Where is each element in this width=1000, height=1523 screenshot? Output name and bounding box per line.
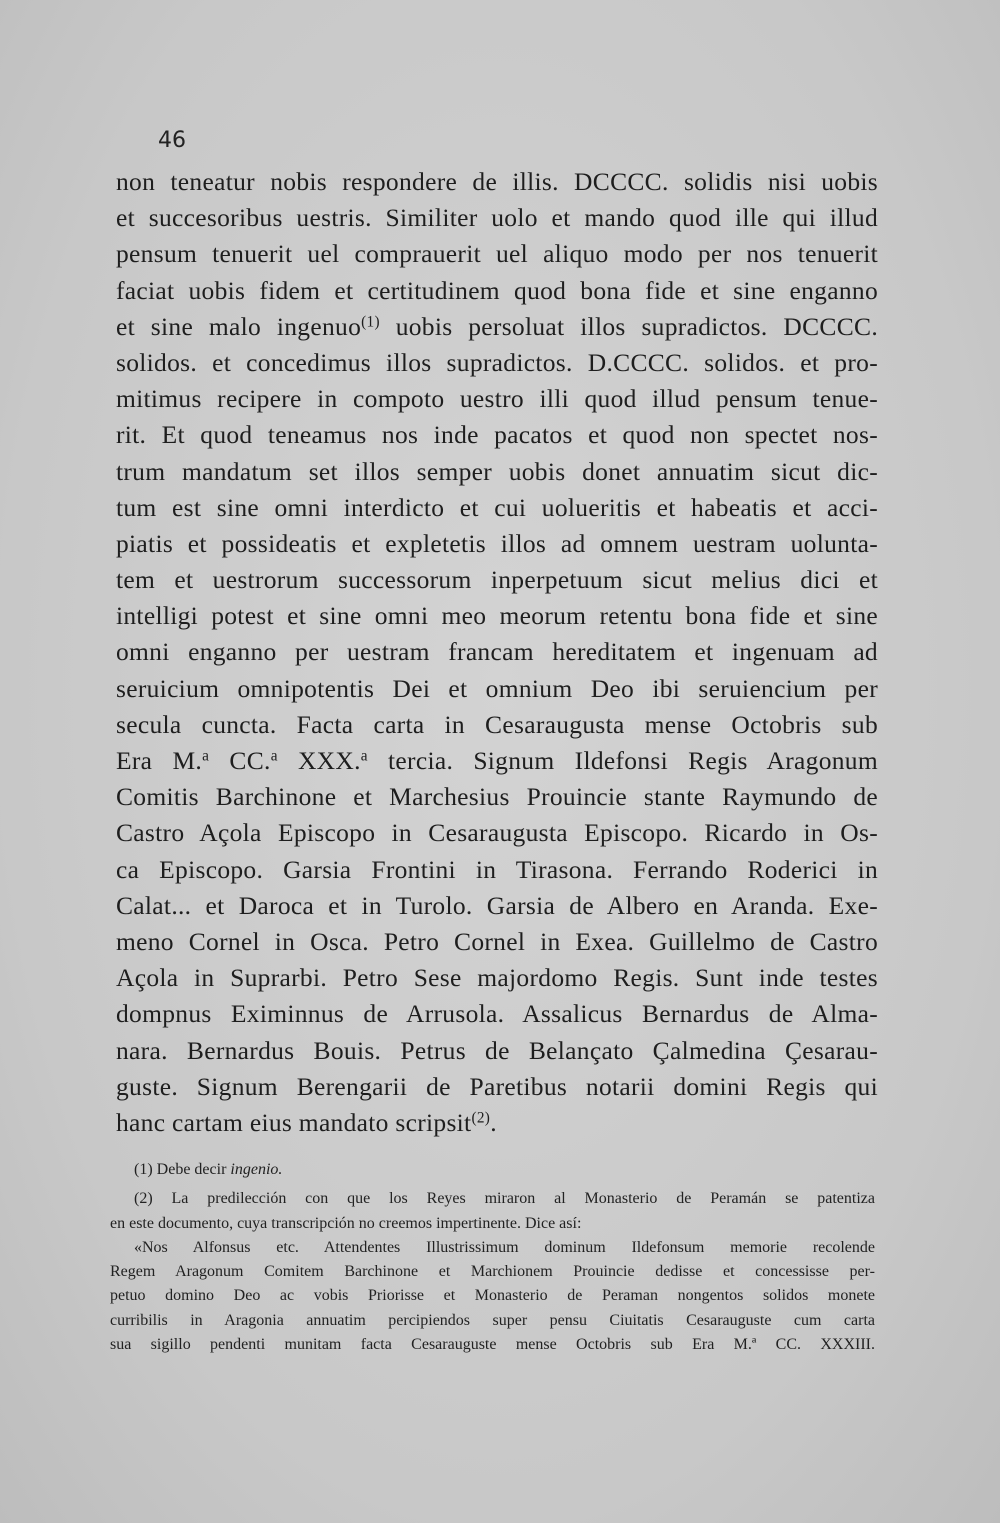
body-text-fragment: uobis persoluat illos supradictos. DCCCC. bbox=[379, 311, 878, 341]
body-line: nara. Bernardus Bouis. Petrus de Belançato Çalmedina Çesarau- bbox=[116, 1035, 878, 1065]
body-line: mitimus recipere in compoto uestro illi quod illud pensum tenue- bbox=[116, 384, 878, 414]
footnote-label: (1) bbox=[134, 1161, 153, 1178]
body-line: seruicium omnipotentis Dei et omnium Deo ibi seruiencium per bbox=[116, 673, 878, 703]
body-text-fragment: et sine malo ingenuo bbox=[116, 311, 362, 341]
body-text-fragment: . bbox=[490, 1107, 497, 1137]
body-line: pensum tenuerit uel comprauerit uel aliquo modo per nos tenuerit bbox=[116, 239, 878, 269]
body-line: tum est sine omni interdicto et cui uolueritis et habeatis et acci- bbox=[116, 492, 878, 522]
footnote-2-line: en este documento, cuya transcripción no creemos impertinente. Dice así: bbox=[110, 1214, 582, 1232]
body-line: secula cuncta. Facta carta in Cesaraugusta mense Octobris sub bbox=[116, 709, 878, 739]
body-line: et succesoribus uestris. Similiter uolo et mando quod ille qui illud bbox=[116, 203, 878, 233]
superscript-a: a bbox=[360, 747, 368, 765]
body-line: omni enganno per uestram francam hereditatem et ingenuam ad bbox=[116, 637, 878, 667]
footnote-text: La predilección con que los Reyes miraron al Monasterio de Peramán se patentiza bbox=[152, 1190, 875, 1208]
footnote-2 bbox=[110, 1187, 875, 1211]
body-text-fragment: CC. bbox=[209, 746, 271, 775]
body-line: intelligi potest et sine omni meo meorum retentu bona fide et sine bbox=[116, 601, 878, 631]
body-line: Comitis Barchinone et Marchesius Prouincie stante Raymundo de bbox=[116, 782, 878, 812]
body-text-fragment: Era M. bbox=[116, 746, 203, 775]
quote-line: petuo domino Deo ac vobis Priorisse et Monasterio de Peraman nongentos solidos monete bbox=[110, 1287, 875, 1305]
page-number: 46 bbox=[158, 128, 186, 153]
body-line: rit. Et quod teneamus nos inde pacatos et quod non spectet nos- bbox=[116, 420, 878, 450]
body-line: guste. Signum Berengarii de Paretibus notarii domini Regis qui bbox=[116, 1071, 878, 1101]
quote-line: curribilis in Aragonia annuatim percipiendos super pensu Ciuitatis Cesarauguste cum carta bbox=[110, 1311, 875, 1329]
footnote-italic: ingenio. bbox=[230, 1161, 283, 1178]
body-line: dompnus Eximinnus de Arrusola. Assalicus Bernardus de Alma- bbox=[116, 999, 878, 1029]
footnotes bbox=[110, 1158, 875, 1357]
superscript-a: a bbox=[270, 747, 278, 765]
body-line: piatis et possideatis et expletetis illos ad omnem uestram uolunta- bbox=[116, 528, 878, 558]
body-line: solidos. et concedimus illos supradictos. D.CCCC. solidos. et pro- bbox=[116, 347, 878, 377]
body-line: Calat... et Daroca et in Turolo. Garsia de Albero en Aranda. Exe- bbox=[116, 890, 878, 920]
body-line: Castro Açola Episcopo in Cesaraugusta Episcopo. Ricardo in Os- bbox=[116, 818, 878, 848]
quote-line: «Nos Alfonsus etc. Attendentes Illustrissimum dominum Ildefonsum memorie recolende bbox=[134, 1238, 875, 1256]
body-line: trum mandatum set illos semper uobis donet annuatim sicut dic- bbox=[116, 456, 878, 486]
body-text-fragment: hanc cartam eius mandato scripsit bbox=[116, 1107, 472, 1137]
body-line: Açola in Suprarbi. Petro Sese majordomo Regis. Sunt inde testes bbox=[116, 963, 878, 993]
footnote-ref-2: (2) bbox=[471, 1109, 491, 1127]
body-line: tem et uestrorum successorum inperpetuum sicut melius dici et bbox=[116, 565, 878, 595]
body-line: faciat uobis fidem et certitudinem quod bona fide et sine enganno bbox=[116, 275, 878, 305]
footnote-1 bbox=[110, 1158, 875, 1182]
body-line: meno Cornel in Osca. Petro Cornel in Exea. Guillelmo de Castro bbox=[116, 926, 878, 956]
body-text-fragment: XXX. bbox=[277, 746, 361, 775]
footnote-label: (2) bbox=[134, 1190, 153, 1208]
quote-line: Regem Aragonum Comitem Barchinone et Marchionem Prouincie dedisse et concessisse per- bbox=[110, 1263, 875, 1281]
footnote-ref-1: (1) bbox=[361, 313, 380, 331]
body-text-fragment: tercia. Signum Ildefonsi Regis Aragonum bbox=[367, 746, 878, 775]
superscript-a: a bbox=[202, 747, 210, 765]
body-line bbox=[116, 309, 878, 345]
footnote-text: Debe decir bbox=[152, 1161, 231, 1178]
body-line bbox=[116, 743, 878, 779]
body-line: non teneatur nobis respondere de illis. DCCCC. solidis nisi uobis bbox=[116, 167, 878, 196]
quote-line: sua sigillo pendenti munitam facta Cesarauguste mense Octobris sub Era M.ª CC. XXXIII. bbox=[110, 1336, 875, 1354]
body-line bbox=[116, 1105, 878, 1141]
body-text bbox=[116, 164, 878, 1141]
body-line: ca Episcopo. Garsia Frontini in Tirasona. Ferrando Roderici in bbox=[116, 854, 878, 884]
